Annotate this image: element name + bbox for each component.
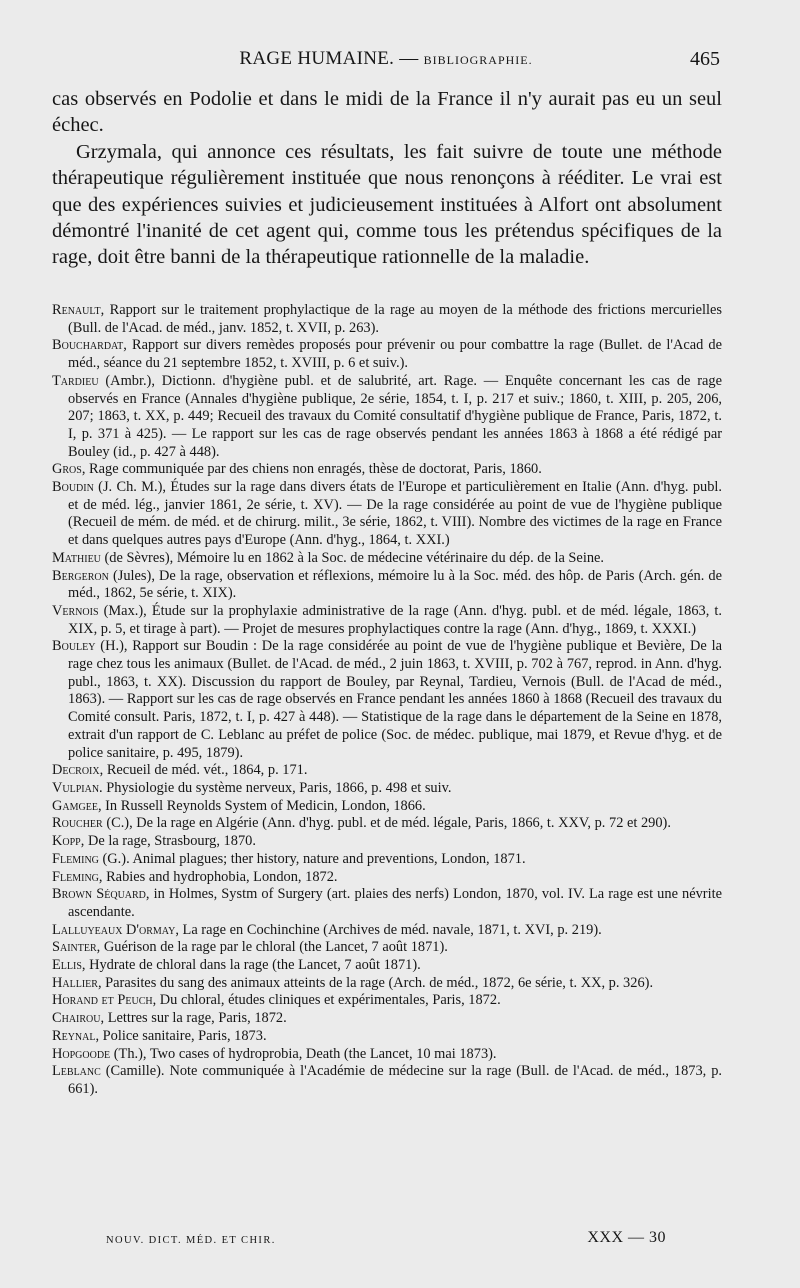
entry-author: Renault, [52,302,105,318]
entry-text: (G.). Animal plagues; ther history, nature and preventions, London, 1871. [98,850,526,867]
bibliography-entry [52,939,722,957]
running-subtitle: BIBLIOGRAPHIE. [423,53,533,67]
entry-author: Vernois [52,602,99,619]
entry-text: Rage communiquée par des chiens non enragés, thèse de doctorat, Paris, 1860. [85,461,542,478]
intro-text [52,86,722,271]
page-footer [106,1229,666,1253]
entry-author: Vulpian. [52,779,103,796]
bibliography-entry [52,1010,722,1028]
entry-text: La rage en Cochinchine (Archives de méd. navale, 1871, t. XVI, p. 219). [178,921,602,938]
footer-signature: XXX — 30 [587,1229,666,1246]
entry-author: Gros, [52,461,86,478]
entry-text: (Camille). Note communiquée à l'Académie de médecine sur la rage (Bull. de l'Acad. de méd., 1873, p. 661). [68,1063,722,1097]
running-header [52,48,720,76]
intro-paragraph-2: Grzymala, qui annonce ces résultats, les fait suivre de toute une méthode thérapeutique régulièrement instituée que nous renonçons à rééditer. Le vrai est que des expériences suivies et judicieusement instituées à Alfort ont absolument démontré l'inanité de cet agent qui, comme tous les prétendus spécifiques de la rage, doit être banni de la thérapeutique rationnelle de la maladie. [52,140,722,269]
entry-author: Bergeron [52,567,109,584]
bibliography-entry [52,833,722,851]
footer-publication: NOUV. DICT. MÉD. ET CHIR. [106,1235,276,1246]
entry-author: Boudin [52,479,94,496]
bibliography-entry [52,798,722,816]
bibliography-entry [52,762,722,780]
bibliography-entry [52,1063,722,1098]
bibliography-entry [52,1028,722,1046]
entry-text: Police sanitaire, Paris, 1873. [99,1027,267,1044]
bibliography-entry [52,1046,722,1064]
entry-author: Hopgoode [52,1045,111,1062]
bibliography-entry [52,337,722,372]
entry-text: Physiologie du système nerveux, Paris, 1866, p. 498 et suiv. [102,779,452,796]
entry-text: Lettres sur la rage, Paris, 1872. [104,1010,287,1027]
entry-text: Rapport sur divers remèdes proposés pour prévenir ou pour combattre la rage (Bullet. de l'Acad de méd., séance du 21 septembre 1852, t. XVIII, p. 6 et suiv.). [68,337,722,372]
entry-author: Hallier, [52,974,102,991]
running-title [52,48,720,70]
entry-text: (H.), Rapport sur Boudin : De la rage considérée au point de vue de l'hygiène publique et Bevière, De la rage chez tous les animaux (Bullet. de l'Acad. de méd., 2 juin 1863, t. XVIII, p. 702 à 767, reprod. in Ann. d'hyg. publ., 1863, t. XX). Discussion du rapport de Bouley, par Reynal, Tardieu, Vernois (Bull. de l'Acad de méd., 1863). — Rapport sur les cas de rage observés en France pendant les années 1860 à 1868 (Recueil des travaux du Comité consult. Paris, 1872, t. I, p. 427 à 448). — Statistique de la rage dans le département de la Seine en 1878, extrait d'un rapport de C. Leblanc au préfet de police (Soc. de médec. publique, mai 1879, et Revue d'hyg. et de police sanitaire, p. 495, 1879). [68,638,722,761]
entry-text: (Th.), Two cases of hydroprobia, Death (the Lancet, 10 mai 1873). [110,1045,497,1062]
entry-author: Roucher [52,815,103,832]
entry-author: Mathieu [52,549,101,566]
bibliography-entry [52,851,722,869]
entry-text: Guérison de la rage par le chloral (the Lancet, 7 août 1871). [100,939,448,956]
entry-text: Parasites du sang des animaux atteints de la rage (Arch. de méd., 1872, 6e série, t. XX, p. 326). [101,974,654,991]
entry-author: Fleming [52,850,99,867]
entry-text: In Russell Reynolds System of Medicin, London, 1866. [101,797,426,814]
entry-text: (Max.), Étude sur la prophylaxie administrative de la rage (Ann. d'hyg. publ. et de méd. légale, 1863, t. XIX, p. 5, et tirage à part). — Projet de mesures prophylactiques contre la rage (Ann. d'hyg., 1869, t. XXXI.) [68,602,722,637]
entry-text: Rabies and hydrophobia, London, 1872. [102,868,338,885]
bibliography-entry [52,975,722,993]
bibliography-entry [52,957,722,975]
entry-author: Reynal, [52,1027,100,1044]
entry-text: Hydrate de chloral dans la rage (the Lancet, 7 août 1871). [85,957,421,974]
entry-text: (J. Ch. M.), Études sur la rage dans divers états de l'Europe et particulièrement en Italie (Ann. d'hyg. publ. et de méd. lég., janvier 1861, 2e série, t. XV). — De la rage considérée au point de vue de l'hygiène publique (Recueil de mém. de méd. et de chirurg. milit., 3e série, 1862, t. VIII). Nombre des victimes de la rage en France et dans quelques autres pays d'Europe (Ann. d'hyg., 1864, t. XXI.) [68,479,722,549]
entry-author: Leblanc [52,1063,101,1080]
bibliography-entry [52,815,722,833]
intro-paragraph-1: cas observés en Podolie et dans le midi de la France il n'y aurait pas eu un seul échec. [52,88,722,137]
entry-author: Fleming, [52,868,103,885]
entry-text: (C.), De la rage en Algérie (Ann. d'hyg. publ. et de méd. légale, Paris, 1866, t. XXV, p. 72 et 290). [102,815,671,832]
bibliography-entry [52,922,722,940]
entry-text: (Ambr.), Dictionn. d'hygiène publ. et de salubrité, art. Rage. — Enquête concernant les cas de rage observés en France (Annales d'hygiène publique, 2e série, 1854, t. I, p. 217 et suiv.; 1860, t. XIII, p. 205, 206, 207; 1863, t. XX, p. 449; Recueil des travaux du Comité consultatif d'hygiène publique de France, Paris, 1872, t. I, p. 371 à 425). — Le rapport sur les cas de rage observés pendant les années 1863 à 1868 a été rédigé par Bouley (id., p. 427 à 448). [68,372,722,460]
bibliography-entry [52,780,722,798]
bibliography-entry [52,550,722,568]
bibliography-entry [52,886,722,921]
entry-text: Rapport sur le traitement prophylactique de la rage au moyen de la méthode des frictions mercurielles (Bull. de l'Acad. de méd., janv. 1852, t. XVII, p. 263). [68,302,722,336]
bibliography-entry [52,638,722,762]
entry-author: Brown Séquard, [52,886,150,903]
entry-author: Chairou, [52,1010,105,1027]
entry-text: Du chloral, études cliniques et expérimentales, Paris, 1872. [156,992,501,1009]
entry-text: in Holmes, Systm of Surgery (art. plaies des nerfs) London, 1870, vol. IV. La rage est une névrite ascendante. [68,886,722,920]
entry-author: Sainter, [52,939,101,956]
bibliography-entry [52,461,722,479]
entry-text: (Jules), De la rage, observation et réflexions, mémoire lu à la Soc. méd. des hôp. de Paris (Arch. gén. de méd., 1862, 5e série, t. XIX). [68,567,722,602]
entry-author: Bouchardat, [52,337,127,354]
entry-author: Ellis, [52,957,86,974]
bibliography-entry [52,992,722,1010]
bibliography-list [52,302,722,1099]
bibliography-entry [52,302,722,337]
entry-author: Lalluyeaux D'ormay, [52,921,179,938]
bibliography-entry [52,568,722,603]
entry-text: (de Sèvres), Mémoire lu en 1862 à la Soc. de médecine vétérinaire du dép. de la Seine. [100,549,604,566]
bibliography-entry [52,603,722,638]
bibliography-entry [52,373,722,462]
entry-author: Bouley [52,638,96,655]
page-number: 465 [690,48,720,70]
entry-author: Tardieu [52,372,99,389]
entry-author: Kopp, [52,833,85,850]
running-title-text: RAGE HUMAINE. — [239,48,419,69]
bibliography-entry [52,869,722,887]
entry-author: Gamgee, [52,797,102,814]
entry-author: Horand et Peuch, [52,992,157,1009]
bibliography-entry [52,479,722,550]
entry-author: Decroix, [52,762,104,779]
entry-text: Recueil de méd. vét., 1864, p. 171. [103,762,308,779]
entry-text: De la rage, Strasbourg, 1870. [84,833,256,850]
